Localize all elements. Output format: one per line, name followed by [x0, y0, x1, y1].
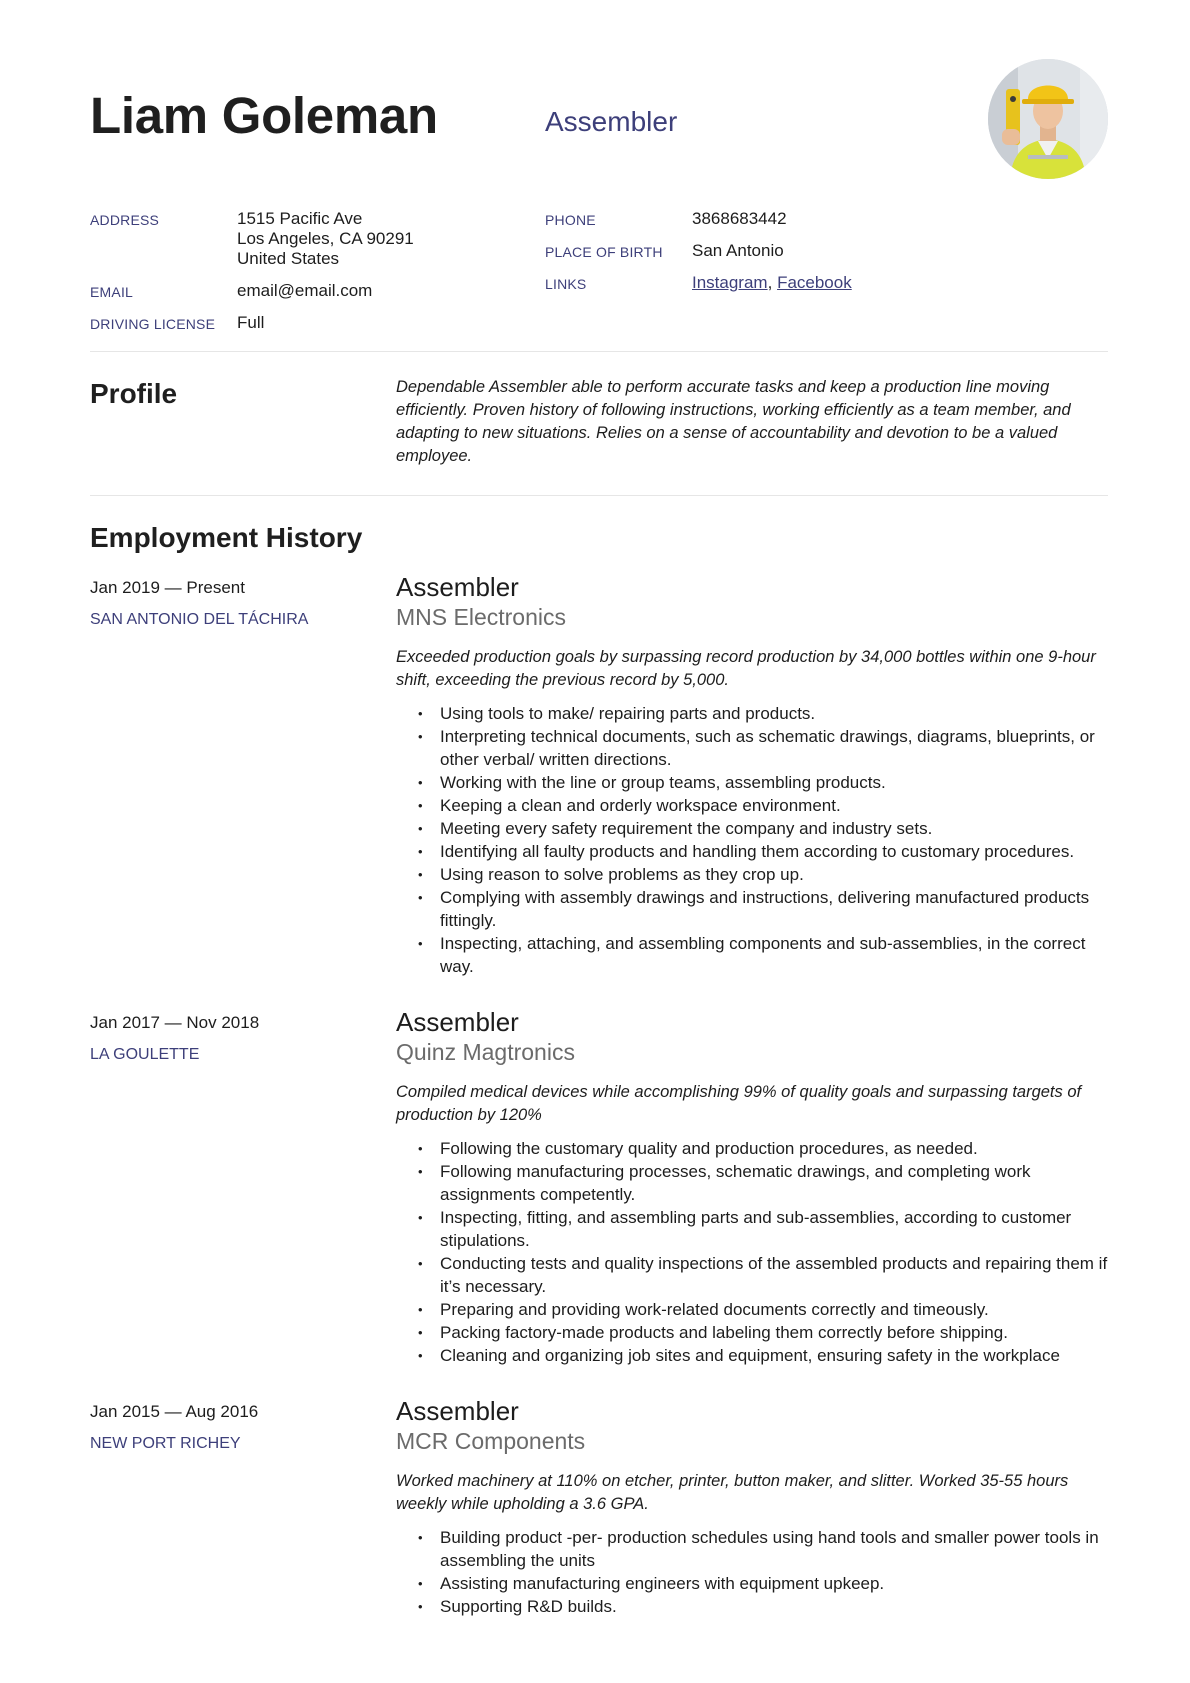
job-dates: Jan 2017 — Nov 2018	[90, 1013, 260, 1032]
list-item: • Keeping a clean and orderly workspace environment.	[396, 794, 1112, 817]
list-item: • Conducting tests and quality inspections of the assembled products and repairing them if it’s necessary.	[396, 1252, 1112, 1298]
email-value: email@email.com	[237, 281, 373, 300]
job-summary: Exceeded production goals by surpassing record production by 34,000 bottles within one 9-hour shift, exceeding the previous record by 5,000.	[396, 648, 1096, 689]
driving-license-value: Full	[237, 313, 265, 332]
list-item: • Cleaning and organizing job sites and equipment, ensuring safety in the workplace	[396, 1344, 1112, 1367]
links-row	[545, 273, 985, 295]
profile-text: Dependable Assembler able to perform accurate tasks and keep a production line moving efficiently. Proven history of following instructions, working efficiently as a team member, and adapting to new situations. Relies on a sense of accountability and devotion to be a valued employee.	[396, 378, 1071, 465]
list-item: • Identifying all faulty products and handling them according to customary procedures.	[396, 840, 1112, 863]
job-role: Assembler	[396, 1007, 519, 1037]
job-entry	[90, 1396, 1112, 1632]
birth-place-value: San Antonio	[692, 241, 784, 260]
job-summary: Worked machinery at 110% on etcher, printer, button maker, and slitter. Worked 35-55 hours weekly while upholding a 3.6 GPA.	[396, 1472, 1069, 1513]
list-item: • Interpreting technical documents, such as schematic drawings, diagrams, blueprints, or other verbal/ written directions.	[396, 725, 1112, 771]
address-label: ADDRESS	[90, 212, 160, 228]
list-item: • Using tools to make/ repairing parts and products.	[396, 702, 1112, 725]
profile-heading: Profile	[90, 378, 178, 409]
job-bullets	[396, 1137, 1112, 1367]
list-item: • Inspecting, attaching, and assembling components and sub-assemblies, in the correct way.	[396, 932, 1112, 978]
address-value	[237, 209, 414, 269]
driving-license-row	[90, 313, 530, 335]
job-role: Assembler	[396, 572, 519, 602]
job-dates: Jan 2015 — Aug 2016	[90, 1402, 259, 1421]
divider	[90, 495, 1108, 496]
birth-place-label: PLACE OF BIRTH	[545, 244, 663, 260]
employment-heading: Employment History	[90, 522, 363, 553]
email-row	[90, 281, 530, 303]
job-summary: Compiled medical devices while accomplishing 99% of quality goals and surpassing targets of production by 120%	[396, 1083, 1082, 1124]
job-title: Assembler	[545, 106, 678, 137]
address-line: United States	[237, 249, 340, 268]
job-entry	[90, 572, 1112, 978]
job-bullets	[396, 1526, 1112, 1618]
list-item: • Inspecting, fitting, and assembling parts and sub-assemblies, according to customer stipulations.	[396, 1206, 1112, 1252]
job-bullets	[396, 702, 1112, 978]
list-item: • Building product -per- production schedules using hand tools and smaller power tools in assembling the units	[396, 1526, 1112, 1572]
list-item: • Following manufacturing processes, schematic drawings, and completing work assignments competently.	[396, 1160, 1112, 1206]
list-item: • Using reason to solve problems as they crop up.	[396, 863, 1112, 886]
email-label: EMAIL	[90, 284, 134, 300]
job-company: MNS Electronics	[396, 604, 566, 630]
phone-value: 3868683442	[692, 209, 787, 228]
job-dates: Jan 2019 — Present	[90, 578, 245, 597]
divider	[90, 351, 1108, 352]
facebook-link[interactable]: Facebook	[777, 273, 852, 292]
address-line: Los Angeles, CA 90291	[237, 229, 414, 248]
links-label: LINKS	[545, 276, 587, 292]
phone-label: PHONE	[545, 212, 596, 228]
avatar	[988, 59, 1108, 179]
link-separator: ,	[767, 273, 773, 292]
job-location: SAN ANTONIO DEL TÁCHIRA	[90, 611, 309, 628]
job-entry	[90, 1007, 1112, 1373]
list-item: • Supporting R&D builds.	[396, 1595, 1112, 1618]
instagram-link[interactable]: Instagram	[692, 273, 768, 292]
list-item: • Meeting every safety requirement the company and industry sets.	[396, 817, 1112, 840]
address-row	[90, 209, 530, 271]
candidate-name: Liam Goleman	[90, 87, 438, 144]
job-location: NEW PORT RICHEY	[90, 1435, 241, 1452]
job-company: Quinz Magtronics	[396, 1039, 575, 1065]
address-line: 1515 Pacific Ave	[237, 209, 363, 228]
list-item: • Packing factory-made products and labeling them correctly before shipping.	[396, 1321, 1112, 1344]
links-value	[692, 273, 852, 293]
job-company: MCR Components	[396, 1428, 586, 1454]
list-item: • Preparing and providing work-related documents correctly and timeously.	[396, 1298, 1112, 1321]
list-item: • Working with the line or group teams, assembling products.	[396, 771, 1112, 794]
job-location: LA GOULETTE	[90, 1046, 200, 1063]
birth-place-row	[545, 241, 985, 263]
worker-photo-icon	[988, 59, 1108, 179]
driving-license-label: DRIVING LICENSE	[90, 316, 216, 332]
list-item: • Following the customary quality and production procedures, as needed.	[396, 1137, 1112, 1160]
phone-row	[545, 209, 985, 231]
list-item: • Assisting manufacturing engineers with equipment upkeep.	[396, 1572, 1112, 1595]
job-role: Assembler	[396, 1396, 519, 1426]
list-item: • Complying with assembly drawings and instructions, delivering manufactured products fittingly.	[396, 886, 1112, 932]
